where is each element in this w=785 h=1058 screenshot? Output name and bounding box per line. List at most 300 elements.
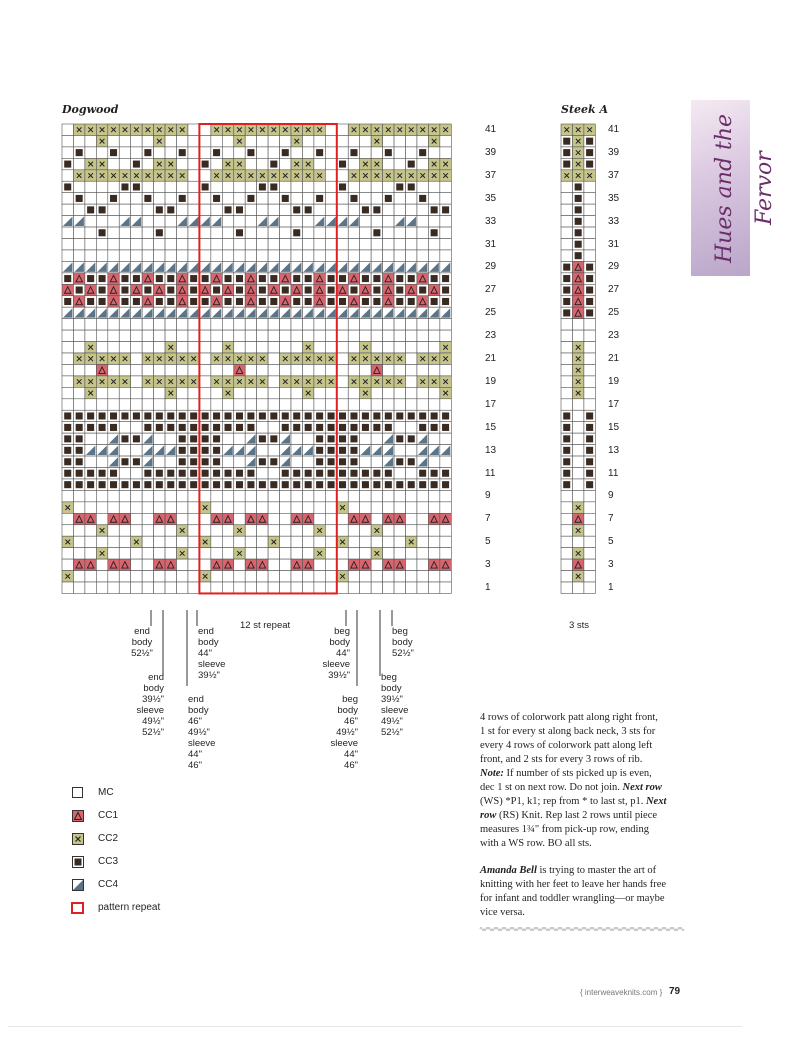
chart-cell: [584, 536, 595, 547]
cc3-mark: [293, 229, 300, 236]
chart-cell: [96, 490, 107, 501]
chart-cell: [406, 193, 417, 204]
chart-cell: [383, 135, 394, 146]
cc1-swatch: [72, 810, 84, 822]
cc3-mark: [76, 470, 83, 477]
chart-cell: [337, 364, 348, 375]
chart-cell: [394, 387, 405, 398]
cc3-mark: [419, 424, 426, 431]
cc3-mark: [305, 275, 312, 282]
chart-cell: [337, 330, 348, 341]
cc3-mark: [202, 161, 209, 168]
cc3-mark: [563, 287, 570, 294]
row-number: 11: [608, 467, 619, 479]
cc3-mark: [76, 435, 83, 442]
cc3-mark: [563, 309, 570, 316]
cc3-mark: [563, 149, 570, 156]
cc3-mark: [362, 481, 369, 488]
chart-cell: [428, 193, 439, 204]
chart-cell: [257, 204, 268, 215]
chart-cell: [62, 525, 73, 536]
label-beg-body-46: beg body 46" 49½" sleeve 44" 46": [330, 694, 358, 771]
chart-cell: [108, 227, 119, 238]
chart-cell: [360, 433, 371, 444]
chart-cell: [222, 216, 233, 227]
chart-cell: [302, 548, 313, 559]
cc3-mark: [575, 229, 582, 236]
cc3-mark: [373, 481, 380, 488]
chart-cell: [222, 525, 233, 536]
row-number: 39: [608, 146, 620, 158]
chart-cell: [371, 330, 382, 341]
chart-cell: [211, 330, 222, 341]
chart-cell: [440, 525, 451, 536]
chart-cell: [394, 250, 405, 261]
chart-cell: [131, 582, 142, 593]
chart-cell: [371, 399, 382, 410]
chart-cell: [325, 250, 336, 261]
cc3-mark: [293, 206, 300, 213]
cc3-mark: [586, 412, 593, 419]
row-number: 1: [485, 582, 491, 593]
cc3-mark: [179, 412, 186, 419]
chart-cell: [96, 319, 107, 330]
cc3-mark: [179, 481, 186, 488]
row-number: 23: [485, 330, 497, 342]
cc3-mark: [247, 195, 254, 202]
cc3-mark: [385, 195, 392, 202]
chart-cell: [561, 387, 572, 398]
cc3-mark: [350, 287, 357, 294]
mc-swatch: [72, 787, 83, 798]
chart-cell: [268, 548, 279, 559]
chart-cell: [428, 239, 439, 250]
chart-cell: [199, 559, 210, 570]
chart-cell: [561, 364, 572, 375]
chart-cell: [108, 387, 119, 398]
chart-cell: [177, 135, 188, 146]
chart-cell: [584, 525, 595, 536]
chart-cell: [154, 364, 165, 375]
chart-cell: [73, 181, 84, 192]
chart-cell: [108, 319, 119, 330]
chart-cell: [188, 181, 199, 192]
row-number: 3: [608, 559, 614, 571]
chart-cell: [440, 227, 451, 238]
cc3-mark: [156, 298, 163, 305]
chart-cell: [383, 571, 394, 582]
chart-cell: [108, 330, 119, 341]
cc3-mark: [225, 470, 232, 477]
chart-cell: [280, 536, 291, 547]
chart-cell: [406, 571, 417, 582]
chart-cell: [337, 342, 348, 353]
chart-cell: [314, 364, 325, 375]
cc3-mark: [76, 424, 83, 431]
chart-cell: [85, 433, 96, 444]
chart-cell: [73, 525, 84, 536]
row-number: 5: [485, 536, 491, 548]
row-number: 15: [485, 421, 497, 433]
chart-cell: [62, 250, 73, 261]
chart-cell: [561, 536, 572, 547]
chart-cell: [302, 330, 313, 341]
cc3-mark: [87, 412, 94, 419]
row-number: 27: [608, 284, 620, 296]
chart-cell: [406, 204, 417, 215]
cc3-mark: [190, 287, 197, 294]
chart-cell: [291, 330, 302, 341]
chart-cell: [199, 319, 210, 330]
chart-cell: [245, 490, 256, 501]
row-number: 29: [608, 261, 620, 273]
chart-cell: [131, 204, 142, 215]
chart-cell: [302, 502, 313, 513]
chart-cell: [234, 250, 245, 261]
cc3-mark: [213, 458, 220, 465]
cc3-mark: [259, 183, 266, 190]
chart-cell: [394, 342, 405, 353]
cc3-mark: [396, 412, 403, 419]
chart-cell: [584, 559, 595, 570]
chart-cell: [428, 250, 439, 261]
chart-cell: [165, 227, 176, 238]
chart-cell: [165, 135, 176, 146]
chart-cell: [561, 181, 572, 192]
row-number: 33: [485, 215, 497, 227]
chart-cell: [131, 319, 142, 330]
cc3-mark: [419, 287, 426, 294]
cc3-mark: [431, 298, 438, 305]
cc3-mark: [586, 264, 593, 271]
chart-cell: [584, 216, 595, 227]
chart-cell: [245, 342, 256, 353]
cc3-mark: [87, 298, 94, 305]
chart-cell: [96, 147, 107, 158]
cc3-mark: [133, 412, 140, 419]
cc3-mark: [563, 470, 570, 477]
legend-label: pattern repeat: [98, 902, 161, 913]
chart-cell: [165, 330, 176, 341]
chart-cell: [119, 330, 130, 341]
row-number: 27: [485, 284, 497, 296]
chart-cell: [291, 364, 302, 375]
chart-cell: [142, 135, 153, 146]
cc3-mark: [339, 481, 346, 488]
cc3-mark: [110, 481, 117, 488]
cc3-mark: [373, 287, 380, 294]
chart-cell: [360, 135, 371, 146]
chart-cell: [584, 513, 595, 524]
cc3-mark: [179, 470, 186, 477]
legend: [72, 787, 272, 927]
chart-cell: [584, 548, 595, 559]
chart-cell: [85, 181, 96, 192]
chart-cell: [142, 330, 153, 341]
cc3-mark: [133, 481, 140, 488]
chart-cell: [572, 399, 583, 410]
chart-cell: [561, 571, 572, 582]
chart-cell: [177, 536, 188, 547]
cc3-mark: [373, 206, 380, 213]
chart-cell: [131, 559, 142, 570]
chart-cell: [154, 490, 165, 501]
dogwood-chart-title: Dogwood: [62, 103, 119, 116]
chart-cell: [154, 456, 165, 467]
chart-cell: [337, 513, 348, 524]
chart-cell: [177, 250, 188, 261]
chart-cell: [73, 364, 84, 375]
chart-cell: [96, 399, 107, 410]
chart-cell: [131, 342, 142, 353]
chart-cell: [584, 319, 595, 330]
chart-cell: [417, 513, 428, 524]
cc3-mark: [202, 424, 209, 431]
chart-cell: [154, 548, 165, 559]
cc3-mark: [575, 183, 582, 190]
cc3-mark: [293, 481, 300, 488]
chart-cell: [371, 216, 382, 227]
chart-cell: [406, 525, 417, 536]
chart-cell: [234, 582, 245, 593]
cc3-mark: [156, 206, 163, 213]
cc3-mark: [247, 412, 254, 419]
chart-cell: [428, 582, 439, 593]
chart-cell: [572, 422, 583, 433]
cc3-mark: [328, 275, 335, 282]
cc3-mark: [282, 149, 289, 156]
cc3-mark: [282, 424, 289, 431]
chart-cell: [440, 216, 451, 227]
chart-cell: [188, 559, 199, 570]
cc3-mark: [259, 298, 266, 305]
chart-cell: [165, 364, 176, 375]
cc3-mark: [144, 481, 151, 488]
chart-cell: [131, 525, 142, 536]
chart-cell: [268, 445, 279, 456]
chart-cell: [337, 124, 348, 135]
chart-cell: [131, 147, 142, 158]
cc3-mark: [64, 183, 71, 190]
bottom-rule: [8, 1026, 742, 1027]
cc3-mark: [328, 481, 335, 488]
chart-cell: [325, 330, 336, 341]
chart-cell: [417, 571, 428, 582]
chart-cell: [383, 227, 394, 238]
cc3-mark: [316, 412, 323, 419]
chart-cell: [62, 559, 73, 570]
chart-cell: [85, 227, 96, 238]
chart-cell: [325, 319, 336, 330]
cc3-mark: [316, 458, 323, 465]
chart-cell: [371, 250, 382, 261]
chart-cell: [325, 502, 336, 513]
chart-cell: [188, 548, 199, 559]
chart-cell: [131, 239, 142, 250]
chart-cell: [73, 502, 84, 513]
chart-cell: [371, 536, 382, 547]
chart-cell: [211, 490, 222, 501]
chart-cell: [440, 319, 451, 330]
chart-cell: [257, 239, 268, 250]
chart-cell: [131, 387, 142, 398]
cc3-mark: [202, 435, 209, 442]
chart-cell: [85, 536, 96, 547]
chart-cell: [291, 216, 302, 227]
cc3-mark: [350, 424, 357, 431]
chart-cell: [268, 364, 279, 375]
cc3-mark: [64, 424, 71, 431]
chart-cell: [165, 456, 176, 467]
chart-cell: [406, 330, 417, 341]
chart-cell: [177, 330, 188, 341]
chart-cell: [360, 319, 371, 330]
chart-cell: [314, 513, 325, 524]
cc3-mark: [99, 424, 106, 431]
cc3-mark: [293, 424, 300, 431]
cc3-mark: [167, 424, 174, 431]
cc3-mark: [99, 298, 106, 305]
cc3-mark: [282, 470, 289, 477]
repeat-label: 12 st repeat: [240, 620, 291, 631]
chart-cell: [257, 364, 268, 375]
chart-cell: [96, 571, 107, 582]
chart-cell: [211, 399, 222, 410]
chart-cell: [302, 181, 313, 192]
chart-cell: [177, 387, 188, 398]
cc3-mark: [442, 424, 449, 431]
chart-cell: [394, 571, 405, 582]
chart-cell: [96, 582, 107, 593]
chart-cell: [188, 319, 199, 330]
chart-cell: [85, 582, 96, 593]
chart-cell: [119, 468, 130, 479]
chart-cell: [222, 536, 233, 547]
chart-cell: [417, 216, 428, 227]
cc3-mark: [362, 470, 369, 477]
chart-cell: [234, 536, 245, 547]
cc3-mark: [339, 183, 346, 190]
chart-cell: [314, 239, 325, 250]
row-number: 9: [485, 490, 491, 502]
row-number: 13: [485, 444, 497, 456]
chart-cell: [108, 239, 119, 250]
cc3-mark: [99, 412, 106, 419]
chart-cell: [314, 342, 325, 353]
cc3-mark: [350, 481, 357, 488]
chart-cell: [85, 193, 96, 204]
chart-cell: [257, 147, 268, 158]
chart-cell: [73, 548, 84, 559]
chart-cell: [142, 571, 153, 582]
chart-cell: [337, 170, 348, 181]
chart-cell: [417, 582, 428, 593]
chart-cell: [584, 490, 595, 501]
chart-cell: [108, 502, 119, 513]
cc3-mark: [179, 458, 186, 465]
chart-cell: [314, 250, 325, 261]
cc3-mark: [133, 275, 140, 282]
chart-cell: [96, 193, 107, 204]
chart-cell: [119, 135, 130, 146]
chart-cell: [108, 158, 119, 169]
chart-cell: [73, 204, 84, 215]
cc3-mark: [575, 252, 582, 259]
cc3-mark: [202, 470, 209, 477]
chart-cell: [268, 468, 279, 479]
cc3-mark: [563, 424, 570, 431]
chart-cell: [360, 250, 371, 261]
chart-cell: [257, 342, 268, 353]
chart-cell: [108, 342, 119, 353]
chart-cell: [572, 582, 583, 593]
chart-cell: [73, 330, 84, 341]
chart-cell: [73, 227, 84, 238]
chart-cell: [62, 399, 73, 410]
cc3-mark: [213, 435, 220, 442]
chart-cell: [165, 239, 176, 250]
chart-cell: [280, 525, 291, 536]
chart-cell: [119, 571, 130, 582]
chart-cell: [428, 490, 439, 501]
cc3-mark: [213, 447, 220, 454]
chart-cell: [234, 490, 245, 501]
row-number: 21: [485, 353, 497, 364]
chart-cell: [325, 387, 336, 398]
chart-cell: [325, 364, 336, 375]
cc3-mark: [259, 481, 266, 488]
chart-cell: [394, 502, 405, 513]
cc3-mark: [305, 470, 312, 477]
chart-cell: [154, 536, 165, 547]
chart-cell: [360, 193, 371, 204]
chart-cell: [119, 147, 130, 158]
cc3-mark: [339, 298, 346, 305]
chart-cell: [406, 468, 417, 479]
chart-cell: [561, 376, 572, 387]
row-number: 9: [608, 490, 614, 502]
cc3-mark: [305, 287, 312, 294]
chart-cell: [222, 502, 233, 513]
chart-cell: [348, 582, 359, 593]
chart-cell: [188, 193, 199, 204]
label-end-body-44: end body 44" sleeve 39½": [198, 626, 226, 681]
row-number: 23: [608, 330, 620, 342]
cc3-mark: [156, 481, 163, 488]
chart-cell: [440, 135, 451, 146]
chart-cell: [302, 364, 313, 375]
chart-cell: [211, 387, 222, 398]
chart-cell: [348, 319, 359, 330]
cc3-mark: [586, 149, 593, 156]
chart-cell: [428, 536, 439, 547]
cc3-mark: [64, 470, 71, 477]
chart-cell: [199, 399, 210, 410]
row-number: 19: [485, 375, 497, 387]
chart-cell: [394, 536, 405, 547]
row-number: 5: [608, 536, 614, 548]
chart-cell: [211, 582, 222, 593]
cc3-mark: [236, 298, 243, 305]
chart-cell: [383, 342, 394, 353]
cc3-mark: [350, 149, 357, 156]
chart-cell: [222, 548, 233, 559]
cc3-mark: [431, 412, 438, 419]
chart-cell: [383, 250, 394, 261]
chart-cell: [245, 216, 256, 227]
chart-cell: [360, 216, 371, 227]
cc3-mark: [316, 481, 323, 488]
